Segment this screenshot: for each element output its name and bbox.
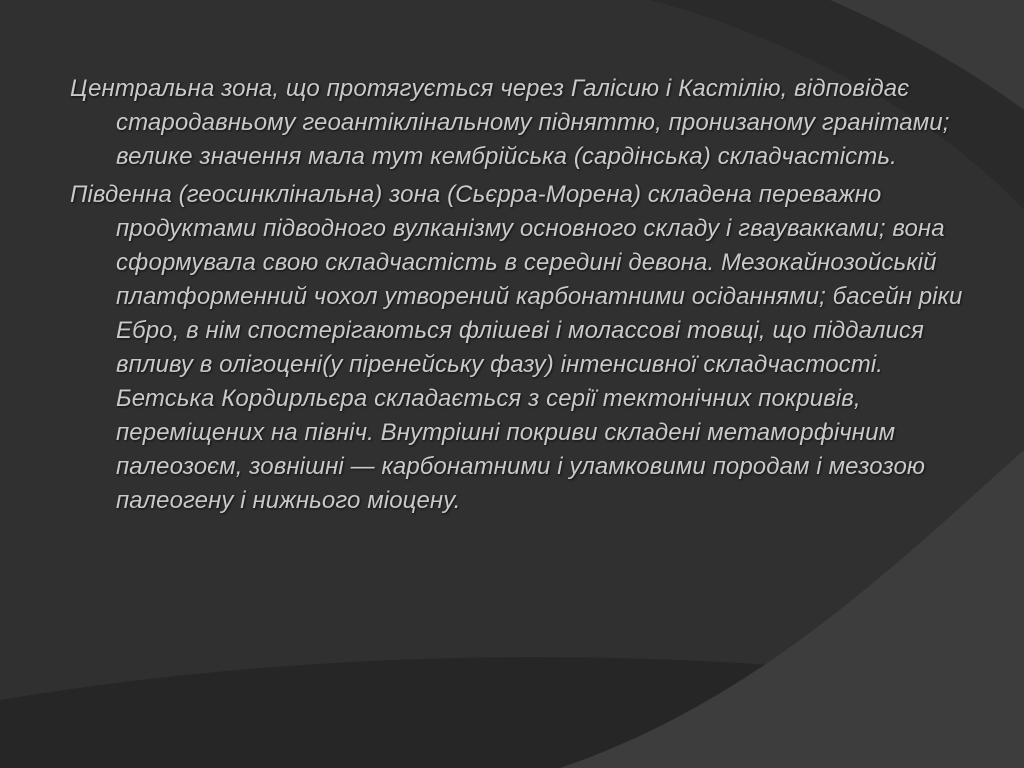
text-content bbox=[70, 72, 970, 522]
paragraph-southern-zone: Південна (геосинклінальна) зона (Сьєрра-Морена) складена переважно продуктами підводного вулканізму основного складу і гваувакками; вона сформувала свою складчастість в середині девона. Мезокайнозойській платформенний чохол утворений карбонатними осіданнями; басейн ріки Ебро, в нім спостерігаються флішеві і молассові товщі, що піддалися впливу в олігоцені(у піренейську фазу) інтенсивної складчастості. Бетська Кордирльєра складається з серії тектонічних покривів, переміщених на північ. Внутрішні покриви складені метаморфічним палеозоєм, зовнішні — карбонатними і уламковими породам і мезозою палеогену і нижнього міоцену. bbox=[70, 181, 963, 514]
paragraph-central-zone: Центральна зона, що протягується через Галісию і Кастілію, відповідає стародавньому геоантіклінальному підняттю, пронизаному гранітами; велике значення мала тут кембрійська (сардінська) складчастість. bbox=[70, 75, 950, 170]
